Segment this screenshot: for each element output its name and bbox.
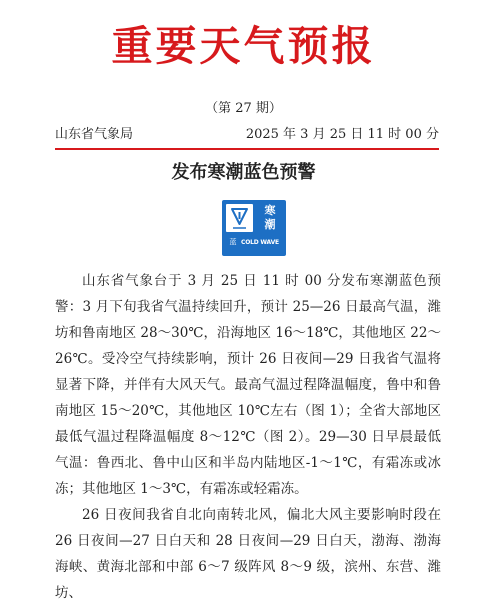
body-paragraph: 26 日夜间我省自北向南转北风，偏北大风主要影响时段在 26 日夜间—27 日白天和 28 日夜间—29 日白天，渤海、渤海海峡、黄海北部和中部 6～7 级阵风 8～9 级，滨州、东营、潍坊、 bbox=[55, 507, 441, 601]
issue-number: （第 27 期） bbox=[205, 101, 282, 116]
badge-english-label: COLD WAVE bbox=[241, 239, 279, 246]
meta-row bbox=[55, 125, 439, 147]
thermometer-down-icon bbox=[226, 204, 253, 232]
cold-wave-blue-warning-badge bbox=[222, 200, 286, 256]
thermometer-down-icon-graphic bbox=[226, 204, 253, 232]
warning-body bbox=[55, 268, 441, 606]
red-divider bbox=[55, 148, 439, 150]
badge-char-top: 寒 bbox=[264, 204, 276, 217]
masthead-title: 重要天气预报 bbox=[111, 22, 376, 70]
badge-level: 蓝 bbox=[229, 238, 237, 246]
issue-datetime: 2025 年 3 月 25 日 11 时 00 分 bbox=[245, 127, 439, 142]
warning-headline: 发布寒潮蓝色预警 bbox=[171, 162, 316, 183]
badge-char-bottom: 潮 bbox=[264, 218, 276, 231]
body-paragraph: 山东省气象台于 3 月 25 日 11 时 00 分发布寒潮蓝色预警：3 月下旬我省气温持续回升，预计 25—26 日最高气温，潍坊和鲁南地区 28～30℃，沿海地区 16～18℃，其他地区 22～26℃。受冷空气持续影响，预计 26 日夜间—29 日我省气温将显著下降，并伴有大风天气。最高气温过程降温幅度，鲁中和鲁南地区 15～20℃，其他地区 10℃左右（图 1）；全省大部地区最低气温过程降温幅度 8～12℃（图 2）。29—30 日早晨最低气温：鲁西北、鲁中山区和半岛内陆地区-1～1℃，有霜冻或冰冻；其他地区 1～3℃，有霜冻或轻霜冻。 bbox=[55, 273, 441, 497]
agency-name: 山东省气象局 bbox=[55, 127, 134, 142]
